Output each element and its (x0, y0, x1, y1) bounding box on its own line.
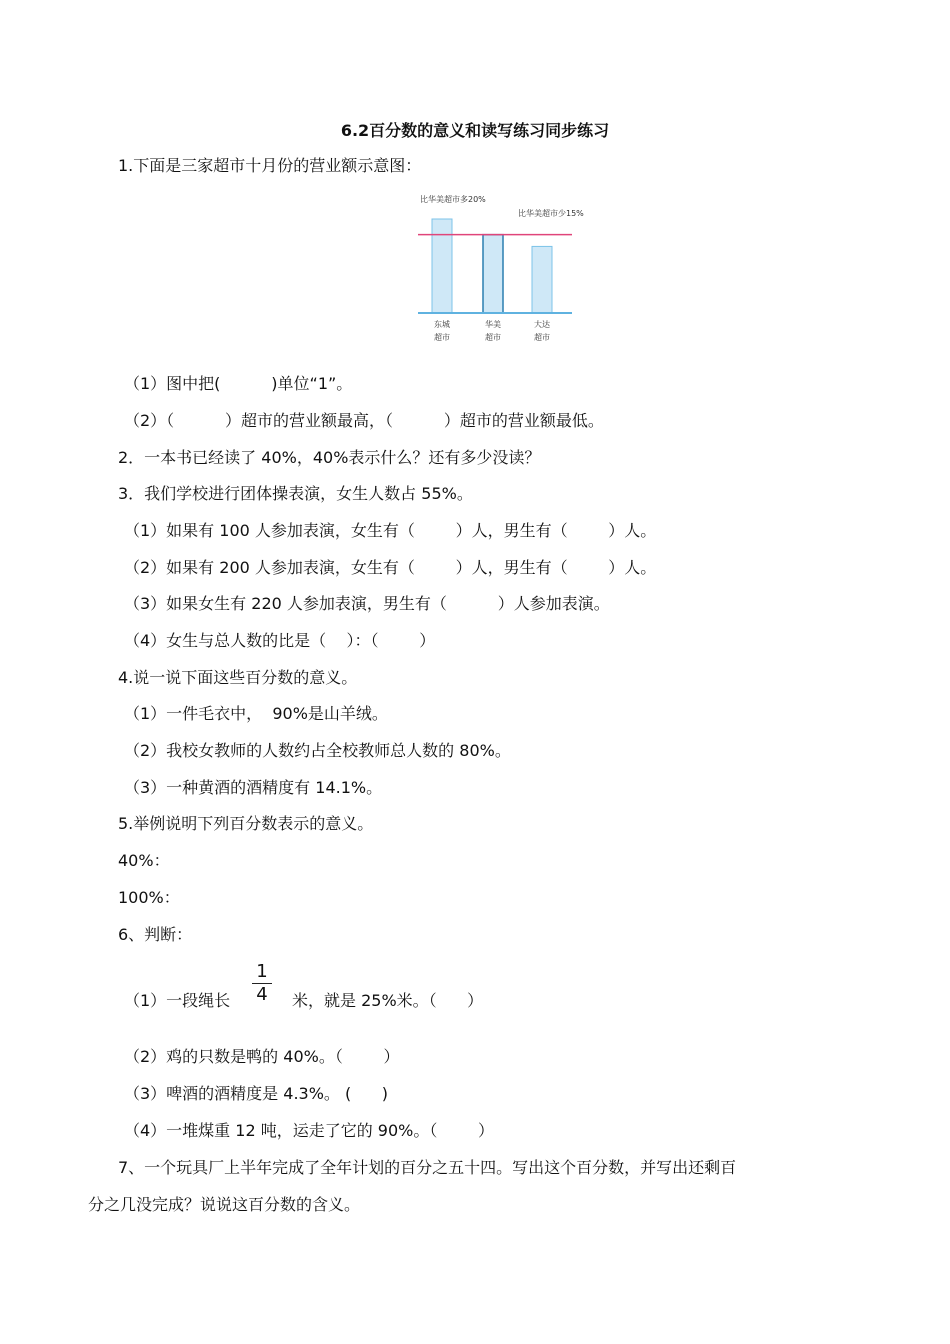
category-label-2-1: 华美 (485, 320, 501, 329)
question-5-item-40: 40%： (118, 851, 170, 870)
question-3: 3．我们学校进行团体操表演，女生人数占 55%。 (118, 484, 473, 503)
question-4-part-1: （1）一件毛衣中， 90%是山羊绒。 (124, 704, 388, 723)
fraction-numerator: 1 (256, 961, 268, 982)
category-label-1-2: 超市 (434, 333, 450, 342)
question-6-part-1-suffix: 米，就是 25%米。（ ） (292, 991, 484, 1010)
question-6-part-2: （2）鸡的只数是鸭的 40%。（ ） (124, 1047, 400, 1066)
page-title: 6.2百分数的意义和读写练习同步练习 (340, 121, 610, 140)
question-4-part-2: （2）我校女教师的人数约占全校教师总人数的 80%。 (124, 741, 511, 760)
question-3-part-4: （4）女生与总人数的比是（ ）：（ ） (124, 631, 436, 650)
question-5-item-100: 100%： (118, 888, 180, 907)
question-6-part-1-prefix: （1）一段绳长 (124, 991, 231, 1010)
bar-2 (483, 235, 503, 313)
question-1-part-1: （1）图中把( )单位“1”。 (124, 374, 353, 393)
annotation-less: 比华美超市少15% (518, 209, 584, 218)
bar-chart (400, 190, 590, 350)
question-5: 5.举例说明下列百分数表示的意义。 (118, 814, 374, 833)
question-7-line-2: 分之几没完成？说说这百分数的含义。 (88, 1195, 361, 1214)
category-label-2-2: 超市 (485, 333, 501, 342)
question-3-part-1: （1）如果有 100 人参加表演，女生有（ ）人，男生有（ ）人。 (124, 521, 657, 540)
category-label-3-2: 超市 (534, 333, 550, 342)
annotation-more: 比华美超市多20% (420, 195, 486, 204)
fraction-denominator: 4 (256, 984, 268, 1005)
question-3-part-2: （2）如果有 200 人参加表演，女生有（ ）人，男生有（ ）人。 (124, 558, 657, 577)
question-4-part-3: （3）一种黄酒的酒精度有 14.1%。 (124, 778, 383, 797)
question-1-part-2: （2）（ ）超市的营业额最高，（ ）超市的营业额最低。 (124, 411, 604, 430)
question-6-part-3: （3）啤酒的酒精度是 4.3%。 ( ) (124, 1084, 389, 1103)
category-label-1-1: 东城 (434, 320, 450, 329)
category-label-3-1: 大达 (534, 320, 550, 329)
question-4: 4.说一说下面这些百分数的意义。 (118, 668, 358, 687)
question-1: 1.下面是三家超市十月份的营业额示意图： (118, 156, 422, 175)
question-6-part-4: （4）一堆煤重 12 吨，运走了它的 90%。（ ） (124, 1121, 495, 1140)
question-2: 2．一本书已经读了 40%，40%表示什么？还有多少没读？ (118, 448, 541, 467)
bar-1 (432, 219, 452, 313)
fraction-one-quarter (252, 962, 272, 1005)
question-6: 6、判断： (118, 925, 193, 944)
question-3-part-3: （3）如果女生有 220 人参加表演，男生有（ ）人参加表演。 (124, 594, 610, 613)
question-7-line-1: 7、一个玩具厂上半年完成了全年计划的百分之五十四。写出这个百分数，并写出还剩百 (118, 1158, 737, 1177)
bar-3 (532, 246, 552, 313)
